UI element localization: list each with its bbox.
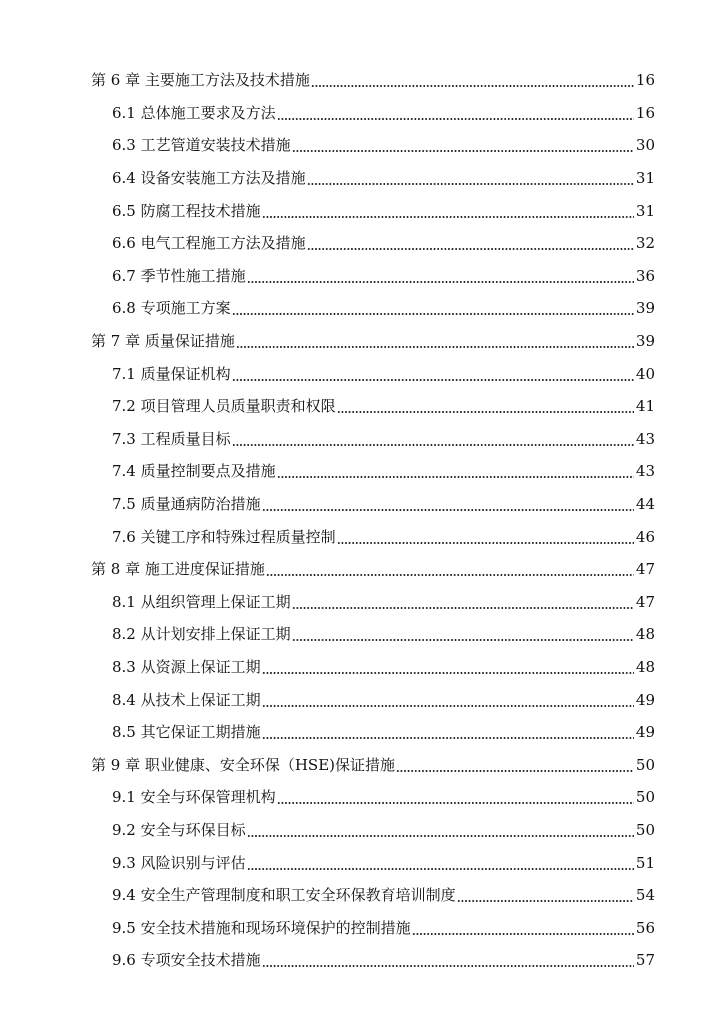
dot-leader	[247, 868, 634, 870]
toc-page-number: 36	[635, 266, 655, 285]
dot-leader	[236, 346, 634, 348]
toc-section-entry[interactable]	[0, 651, 724, 684]
dot-leader	[262, 965, 634, 967]
toc-page-number: 48	[635, 625, 655, 644]
toc-chapter-entry[interactable]	[0, 553, 724, 586]
dot-leader	[262, 672, 634, 674]
dot-leader	[277, 802, 634, 804]
toc-entry-label: 8.3 从资源上保证工期	[112, 657, 261, 676]
toc-page-number: 39	[635, 332, 655, 351]
dot-leader	[307, 183, 634, 185]
toc-chapter-entry[interactable]	[0, 64, 724, 97]
toc-entry-label: 6.4 设备安装施工方法及措施	[112, 169, 306, 188]
toc-section-entry[interactable]	[0, 781, 724, 814]
toc-entry-label: 8.1 从组织管理上保证工期	[112, 592, 291, 611]
toc-chapter-entry[interactable]	[0, 325, 724, 358]
toc-section-entry[interactable]	[0, 846, 724, 879]
toc-page-number: 47	[635, 592, 655, 611]
toc-page-number: 16	[635, 71, 655, 90]
toc-entry-label: 6.5 防腐工程技术措施	[112, 201, 261, 220]
toc-section-entry[interactable]	[0, 520, 724, 553]
toc-entry-label: 8.2 从计划安排上保证工期	[112, 625, 291, 644]
toc-section-entry[interactable]	[0, 194, 724, 227]
dot-leader	[247, 835, 634, 837]
dot-leader	[292, 150, 634, 152]
toc-section-entry[interactable]	[0, 227, 724, 260]
toc-page-number: 49	[635, 690, 655, 709]
toc-section-entry[interactable]	[0, 586, 724, 619]
toc-entry-label: 第 8 章 施工进度保证措施	[91, 560, 265, 579]
toc-entry-label: 6.6 电气工程施工方法及措施	[112, 234, 306, 253]
toc-section-entry[interactable]	[0, 944, 724, 977]
toc-page-number: 47	[635, 560, 655, 579]
toc-entry-label: 第 9 章 职业健康、安全环保（HSE)保证措施	[91, 755, 396, 774]
toc-page-number: 16	[635, 103, 655, 122]
dot-leader	[247, 281, 634, 283]
toc-section-entry[interactable]	[0, 455, 724, 488]
toc-chapter-entry[interactable]	[0, 748, 724, 781]
dot-leader	[262, 737, 634, 739]
toc-section-entry[interactable]	[0, 423, 724, 456]
toc-entry-label: 8.5 其它保证工期措施	[112, 723, 261, 742]
toc-page-number: 41	[635, 397, 655, 416]
dot-leader	[232, 379, 634, 381]
toc-entry-label: 9.1 安全与环保管理机构	[112, 788, 276, 807]
toc-entry-label: 7.6 关键工序和特殊过程质量控制	[112, 527, 336, 546]
toc-page-number: 57	[635, 951, 655, 970]
toc-section-entry[interactable]	[0, 814, 724, 847]
dot-leader	[266, 574, 634, 576]
toc-page-number: 43	[635, 462, 655, 481]
dot-leader	[232, 313, 634, 315]
toc-page-number: 30	[635, 136, 655, 155]
toc-entry-label: 6.1 总体施工要求及方法	[112, 103, 276, 122]
dot-leader	[396, 770, 634, 772]
toc-entry-label: 6.3 工艺管道安装技术措施	[112, 136, 291, 155]
toc-entry-label: 6.7 季节性施工措施	[112, 266, 246, 285]
dot-leader	[232, 444, 634, 446]
toc-page-number: 44	[635, 495, 655, 514]
toc-page-number: 50	[635, 820, 655, 839]
toc-page-number: 49	[635, 723, 655, 742]
dot-leader	[311, 85, 634, 87]
dot-leader	[277, 118, 634, 120]
dot-leader	[412, 933, 634, 935]
toc-section-entry[interactable]	[0, 97, 724, 130]
dot-leader	[457, 900, 634, 902]
dot-leader	[337, 542, 634, 544]
toc-entry-label: 9.2 安全与环保目标	[112, 820, 246, 839]
dot-leader	[262, 705, 634, 707]
toc-section-entry[interactable]	[0, 618, 724, 651]
toc-entry-label: 7.3 工程质量目标	[112, 429, 231, 448]
toc-entry-label: 7.2 项目管理人员质量职责和权限	[112, 397, 336, 416]
toc-section-entry[interactable]	[0, 683, 724, 716]
toc-section-entry[interactable]	[0, 879, 724, 912]
toc-page-number: 54	[635, 886, 655, 905]
toc-entry-label: 7.1 质量保证机构	[112, 364, 231, 383]
table-of-contents	[0, 64, 724, 977]
toc-section-entry[interactable]	[0, 716, 724, 749]
toc-entry-label: 7.5 质量通病防治措施	[112, 495, 261, 514]
dot-leader	[307, 248, 634, 250]
toc-page-number: 31	[635, 169, 655, 188]
toc-page-number: 31	[635, 201, 655, 220]
dot-leader	[292, 607, 634, 609]
toc-section-entry[interactable]	[0, 911, 724, 944]
toc-page-number: 39	[635, 299, 655, 318]
toc-page-number: 46	[635, 527, 655, 546]
toc-entry-label: 6.8 专项施工方案	[112, 299, 231, 318]
toc-entry-label: 7.4 质量控制要点及措施	[112, 462, 276, 481]
toc-entry-label: 9.3 风险识别与评估	[112, 853, 246, 872]
toc-section-entry[interactable]	[0, 390, 724, 423]
toc-entry-label: 9.4 安全生产管理制度和职工安全环保教育培训制度	[112, 886, 456, 905]
toc-entry-label: 第 7 章 质量保证措施	[91, 332, 235, 351]
toc-page-number: 43	[635, 429, 655, 448]
dot-leader	[277, 476, 634, 478]
toc-page-number: 56	[635, 918, 655, 937]
toc-entry-label: 9.6 专项安全技术措施	[112, 951, 261, 970]
toc-page-number: 40	[635, 364, 655, 383]
toc-section-entry[interactable]	[0, 162, 724, 195]
toc-entry-label: 8.4 从技术上保证工期	[112, 690, 261, 709]
toc-page-number: 50	[635, 755, 655, 774]
dot-leader	[337, 411, 634, 413]
toc-page-number: 51	[635, 853, 655, 872]
toc-page-number: 48	[635, 657, 655, 676]
dot-leader	[292, 639, 634, 641]
dot-leader	[262, 509, 634, 511]
toc-section-entry[interactable]	[0, 260, 724, 293]
toc-section-entry[interactable]	[0, 488, 724, 521]
toc-page-number: 32	[635, 234, 655, 253]
toc-section-entry[interactable]	[0, 357, 724, 390]
toc-page-number: 50	[635, 788, 655, 807]
toc-section-entry[interactable]	[0, 129, 724, 162]
toc-entry-label: 第 6 章 主要施工方法及技术措施	[91, 71, 310, 90]
toc-entry-label: 9.5 安全技术措施和现场环境保护的控制措施	[112, 918, 411, 937]
dot-leader	[262, 216, 634, 218]
toc-section-entry[interactable]	[0, 292, 724, 325]
